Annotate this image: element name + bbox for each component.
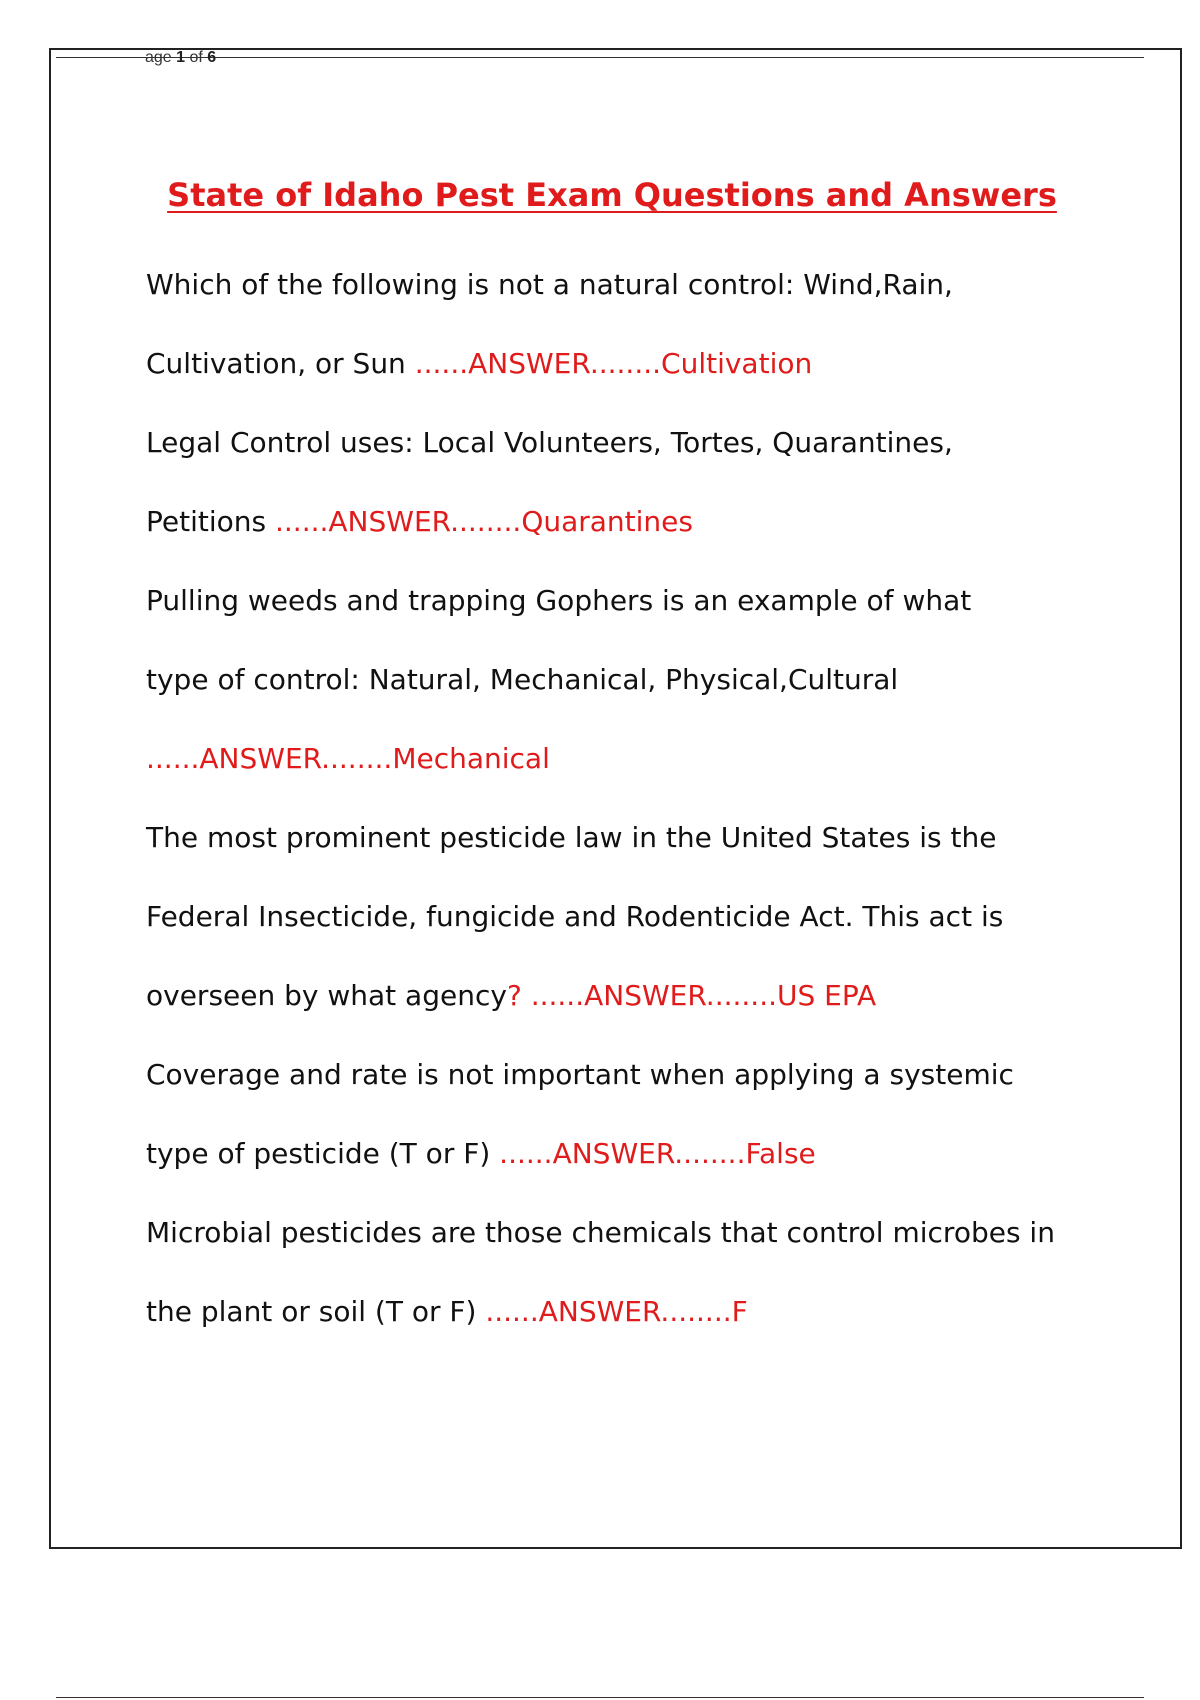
question-2-line-2	[146, 497, 1086, 576]
question-6-line-1: Microbial pesticides are those chemicals that control microbes in	[146, 1216, 1055, 1249]
answer-5: ......ANSWER........False	[499, 1137, 816, 1170]
document-title: State of Idaho Pest Exam Questions and Answers	[167, 176, 1057, 214]
page-total: 6	[207, 49, 217, 66]
page-indicator	[145, 50, 216, 66]
question-3-line-1: Pulling weeds and trapping Gophers is an example of what	[146, 584, 972, 617]
header-rule	[56, 57, 1144, 58]
question-6-line-2	[146, 1287, 1086, 1366]
question-2-line-1: Legal Control uses: Local Volunteers, Tortes, Quarantines,	[146, 426, 953, 459]
question-4-line-1: The most prominent pesticide law in the United States is the	[146, 821, 997, 854]
answer-2: ......ANSWER........Quarantines	[275, 505, 693, 538]
answer-6: ......ANSWER........F	[485, 1295, 748, 1328]
question-1-line-2	[146, 339, 1086, 418]
question-6-text: the plant or soil (T or F)	[146, 1295, 486, 1328]
page-prefix: age	[145, 49, 177, 66]
page-current: 1	[176, 49, 186, 66]
question-5-text: type of pesticide (T or F)	[146, 1137, 500, 1170]
question-1-line-1: Which of the following is not a natural control: Wind,Rain,	[146, 268, 953, 301]
question-1-text: Cultivation, or Sun	[146, 347, 415, 380]
answer-1: ......ANSWER........Cultivation	[414, 347, 813, 380]
page-separator: of	[185, 49, 208, 66]
question-4-text: overseen by what agency	[146, 979, 507, 1012]
qa-list	[146, 260, 1086, 1366]
answer-3: ......ANSWER........Mechanical	[146, 742, 550, 775]
question-5-line-1: Coverage and rate is not important when applying a systemic	[146, 1058, 1014, 1091]
answer-4: ? ......ANSWER........US EPA	[506, 979, 877, 1012]
question-3-line-2: type of control: Natural, Mechanical, Physical,Cultural	[146, 663, 899, 696]
question-4-line-2: Federal Insecticide, fungicide and Rodenticide Act. This act is	[146, 900, 1004, 933]
question-2-text: Petitions	[146, 505, 275, 538]
question-4-line-3	[146, 971, 1086, 1050]
question-5-line-2	[146, 1129, 1086, 1208]
bottom-rule	[56, 1697, 1144, 1698]
